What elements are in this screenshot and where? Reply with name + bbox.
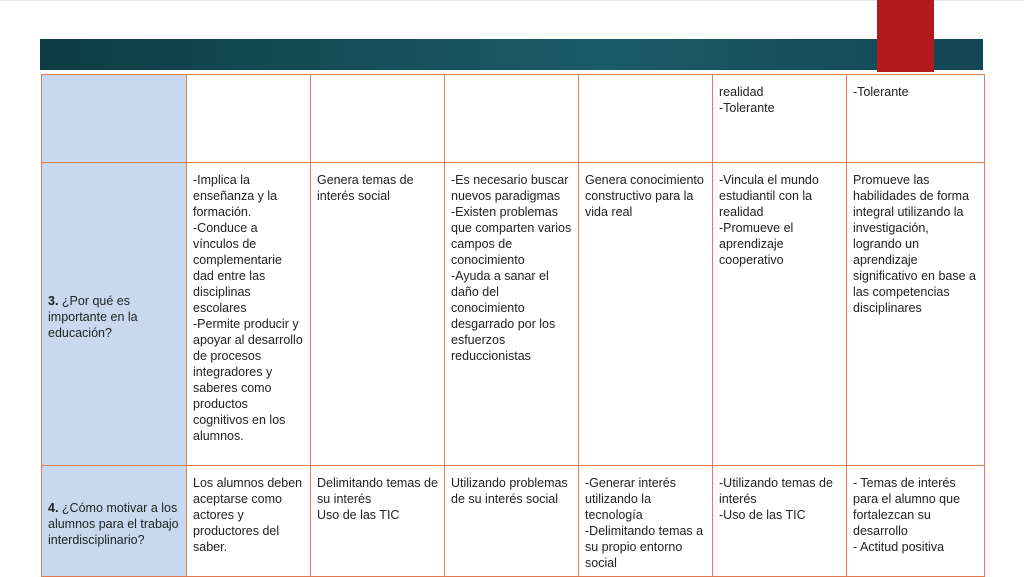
cell-text: -Implica la enseñanza y la formación. -Conduce a vínculos de complementarie dad entre las disciplinas escolares -Permite producir y apoyar al desarrollo de procesos integradores y saberes como productos cognitivos en los alumnos. bbox=[193, 173, 303, 443]
table-row bbox=[42, 75, 985, 163]
table-cell bbox=[311, 75, 445, 163]
cell-text: Utilizando problemas de su interés social bbox=[451, 476, 568, 506]
table-cell bbox=[847, 163, 985, 466]
question-number: 4. bbox=[48, 500, 59, 515]
cell-text: Genera conocimiento constructivo para la vida real bbox=[585, 173, 704, 219]
table-cell bbox=[579, 75, 713, 163]
cell-text: -Vincula el mundo estudiantil con la realidad -Promueve el aprendizaje cooperativo bbox=[719, 173, 819, 267]
table-cell bbox=[579, 466, 713, 577]
cell-text: -Generar interés utilizando la tecnología -Delimitando temas a su propio entorno social bbox=[585, 476, 704, 570]
table-cell bbox=[713, 75, 847, 163]
top-divider bbox=[0, 0, 1024, 1]
table-cell bbox=[713, 466, 847, 577]
cell-text: -Tolerante bbox=[853, 85, 909, 99]
table-cell bbox=[445, 75, 579, 163]
accent-tab bbox=[877, 0, 934, 72]
table-cell bbox=[579, 163, 713, 466]
table-cell bbox=[847, 75, 985, 163]
cell-text: -Es necesario buscar nuevos paradigmas -Existen problemas que comparten varios campos de conocimiento -Ayuda a sanar el daño del conocimiento desgarrado por los esfuerzos reduccionistas bbox=[451, 173, 572, 363]
cell-text: Promueve las habilidades de forma integral utilizando la investigación, logrando un aprendizaje significativo en base a las competencias disciplinares bbox=[853, 173, 976, 315]
table-row bbox=[42, 466, 985, 577]
cell-text: Genera temas de interés social bbox=[317, 173, 414, 203]
table-cell bbox=[187, 75, 311, 163]
cell-text: realidad -Tolerante bbox=[719, 85, 775, 115]
table-cell bbox=[847, 466, 985, 577]
table-row bbox=[42, 163, 985, 466]
question-cell bbox=[42, 466, 187, 577]
question-text: ¿Cómo motivar a los alumnos para el trabajo interdisciplinario? bbox=[48, 500, 179, 547]
table-cell bbox=[311, 466, 445, 577]
table-cell bbox=[713, 163, 847, 466]
cell-text: - Temas de interés para el alumno que fortalezcan su desarrollo - Actitud positiva bbox=[853, 476, 961, 554]
question-text: ¿Por qué es importante en la educación? bbox=[48, 293, 138, 340]
table-cell bbox=[445, 163, 579, 466]
table-cell bbox=[445, 466, 579, 577]
cell-text: Los alumnos deben aceptarse como actores y productores del saber. bbox=[193, 476, 303, 554]
comparison-table-container bbox=[41, 74, 984, 577]
table-cell bbox=[187, 163, 311, 466]
cell-text: -Utilizando temas de interés -Uso de las TIC bbox=[719, 476, 833, 522]
comparison-table bbox=[41, 74, 985, 577]
table-cell bbox=[311, 163, 445, 466]
cell-text: Delimitando temas de su interés Uso de las TIC bbox=[317, 476, 438, 522]
question-number: 3. bbox=[48, 293, 59, 308]
question-cell bbox=[42, 75, 187, 163]
table-cell bbox=[187, 466, 311, 577]
question-cell bbox=[42, 163, 187, 466]
header-banner bbox=[40, 39, 983, 70]
